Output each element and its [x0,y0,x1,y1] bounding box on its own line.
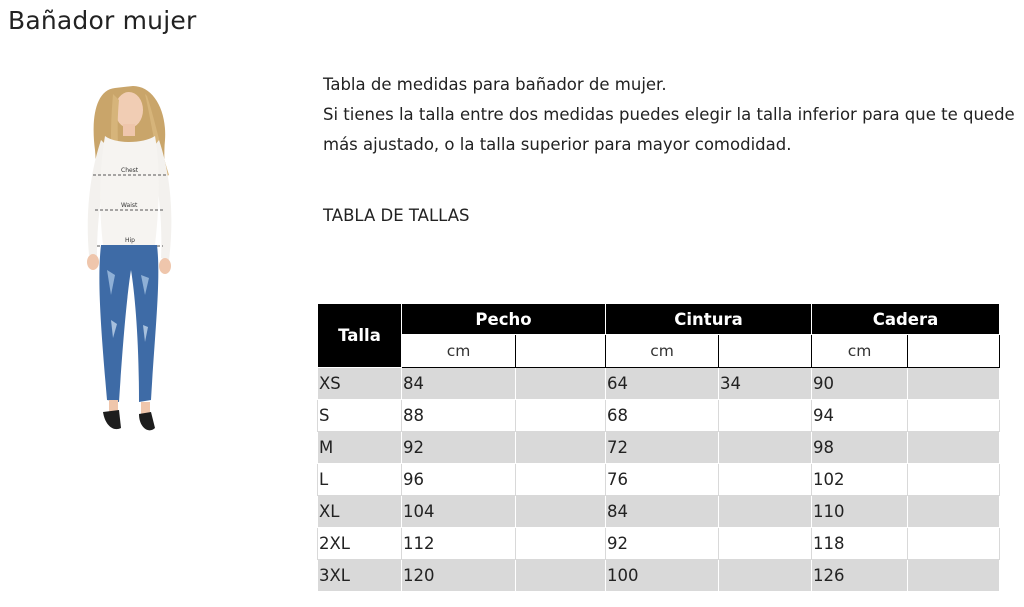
cell-hip-extra [908,464,1000,496]
cell-hip: 126 [812,560,908,592]
cell-waist-extra [719,528,812,560]
cell-chest-extra [516,368,606,400]
table-row [318,432,1000,464]
table-row [318,496,1000,528]
column-header-hip: Cadera [812,304,1000,335]
waist-label: Waist [121,202,138,209]
table-row [318,368,1000,400]
size-table-body [318,368,1000,592]
cell-hip: 102 [812,464,908,496]
unit-header-blank [516,335,606,368]
cell-waist: 100 [606,560,719,592]
table-row [318,464,1000,496]
cell-chest: 112 [402,528,516,560]
cell-waist-extra [719,400,812,432]
cell-waist: 76 [606,464,719,496]
header-row-groups [318,304,1000,335]
cell-waist: 84 [606,496,719,528]
cell-chest: 88 [402,400,516,432]
table-row [318,560,1000,592]
cell-hip-extra [908,528,1000,560]
hip-label: Hip [125,237,135,244]
header-row-units [318,335,1000,368]
cell-size: XL [318,496,402,528]
cell-waist-extra [719,560,812,592]
cell-size: L [318,464,402,496]
unit-header-chest: cm [402,335,516,368]
cell-hip: 110 [812,496,908,528]
cell-chest-extra [516,400,606,432]
cell-size: S [318,400,402,432]
cell-chest: 92 [402,432,516,464]
cell-waist-extra [719,496,812,528]
cell-waist: 64 [606,368,719,400]
unit-header-blank [719,335,812,368]
cell-size: XS [318,368,402,400]
unit-header-waist: cm [606,335,719,368]
table-row [318,528,1000,560]
unit-header-blank [908,335,1000,368]
table-row [318,400,1000,432]
cell-chest-extra [516,432,606,464]
column-header-chest: Pecho [402,304,606,335]
size-table [317,303,1000,592]
cell-chest: 104 [402,496,516,528]
cell-chest: 96 [402,464,516,496]
cell-waist-extra: 34 [719,368,812,400]
cell-waist: 72 [606,432,719,464]
page-title: Bañador mujer [8,6,197,35]
cell-waist-extra [719,432,812,464]
intro-line-1: Tabla de medidas para bañador de mujer. [323,75,667,94]
cell-waist-extra [719,464,812,496]
cell-size: M [318,432,402,464]
cell-hip: 118 [812,528,908,560]
intro-text [323,70,1018,160]
cell-hip-extra [908,560,1000,592]
cell-waist: 92 [606,528,719,560]
cell-hip-extra [908,496,1000,528]
size-table-heading: TABLA DE TALLAS [323,206,470,225]
cell-size: 2XL [318,528,402,560]
cell-hip: 98 [812,432,908,464]
cell-chest-extra [516,528,606,560]
cell-hip-extra [908,400,1000,432]
chest-label: Chest [121,167,139,174]
cell-chest-extra [516,464,606,496]
cell-chest-extra [516,560,606,592]
column-header-waist: Cintura [606,304,812,335]
intro-line-2: Si tienes la talla entre dos medidas puedes elegir la talla inferior para que te quede más ajustado, o la talla superior para mayor comodidad. [323,105,1015,154]
unit-header-hip: cm [812,335,908,368]
column-header-size: Talla [318,304,402,368]
cell-hip: 90 [812,368,908,400]
cell-hip: 94 [812,400,908,432]
cell-chest: 84 [402,368,516,400]
model-figure-image [55,80,205,445]
cell-size: 3XL [318,560,402,592]
cell-hip-extra [908,432,1000,464]
cell-waist: 68 [606,400,719,432]
cell-chest-extra [516,496,606,528]
cell-chest: 120 [402,560,516,592]
cell-hip-extra [908,368,1000,400]
